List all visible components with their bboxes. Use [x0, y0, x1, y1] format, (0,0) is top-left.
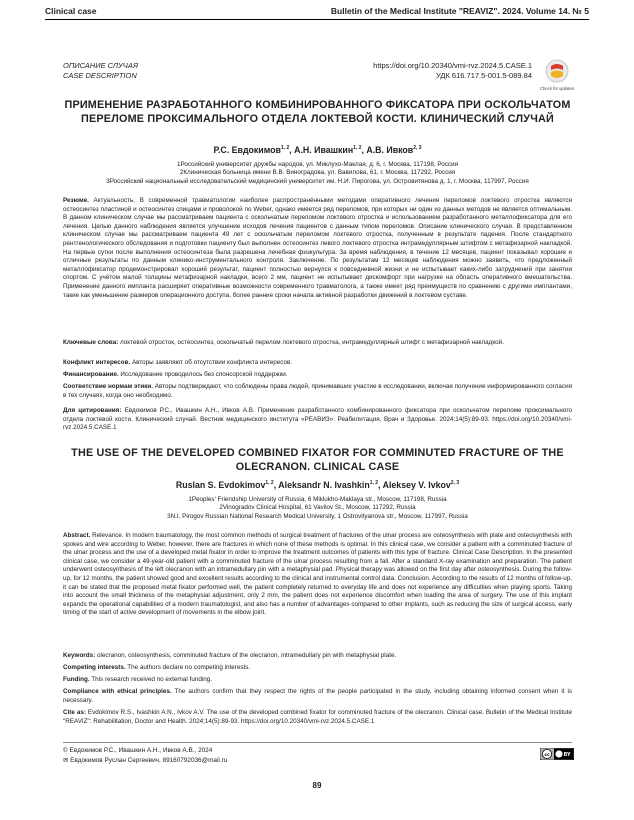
cite-en-text: Evdokimov R.S., Ivashkin A.N., Ivkov A.V. The use of the developed combined fixator for comminuted fracture of the olecranon. Clinical case. Bulletin of the Medical Institute "REAVIZ": Rehabilitation, Doctor and Health. 2024;14(5):89-93. https://doi.org/10.20340/vmi-rvz.2024.5.CASE.1 — [63, 709, 572, 725]
ethics-ru — [63, 383, 572, 400]
keywords-ru-text: локтевой отросток, остеосинтез, оскольчатый перелом локтевого отростка, интрамедуллярный штифт с метафизарной накладкой. — [120, 339, 504, 346]
abstract-en — [63, 532, 572, 618]
corresponding-author: ✉ Евдокимов Руслан Сергеевич, 89160792036@mail.ru — [63, 757, 228, 764]
journal-label: Bulletin of the Medical Institute "REAVIZ". 2024. Volume 14. № 5 — [330, 6, 589, 16]
author-en-1: Ruslan S. Evdokimov$^{1, 2}$ — [175, 480, 274, 490]
cite-ru — [63, 407, 572, 433]
funding-en — [63, 676, 572, 685]
abstract-en-text: Relevance. In modern traumatology, the most common methods of surgical treatment of fractures of the ulnar process are osteosynthesis with plate and osteosynthesis with spokes and wire according to Weber, however, there are fractures in which none of these methods is optimal. In this clinical case, we consider a patient with a comminuted fracture of the ulnar process and the use of a developed metal fixator in order to improve the treatment outcomes of patients with this type of fracture. Clinical Case Description. In the presented clinical case, we consider a 49-year-old patient with a comminuted fracture of the ulnar process resulting from a fall. After a standard X-ray examination and preparation. The patient underwent osteosynthesis of the left olecranon with an intramedullary pin with a metaphysial pad. Physical therapy was allowed on the first day after osteosynthesis. During the follow-up, for 12 months, the patient showed good and excellent results according to the clinical and instrumental control data. Conclusion. According to the results of 12 months of follow-up, it can be stated that the proposed metal fixator performed well, the patient completely returned to everyday life and does not experience any difficulties when playing sports. Taking into account the small thickness of the metaphysial adjustment, only 2 mm, the patient does not experience discomfort when loading the area of surgery. The use of this implant expands the operational capabilities of a modern traumatologist, and also has a number of advantages compared to other implants, such as reducing the size of surgical access, early timing of the start of active development of movements in the elbow joint. — [63, 532, 572, 617]
author-ru-3: А.В. Ивков$^{2, 3}$ — [366, 145, 422, 155]
copyright: © Евдокимов Р.С., Ивашкин А.Н., Ивков А.В., 2024 — [63, 747, 213, 754]
abstract-ru — [63, 197, 572, 300]
cite-ru-text: Евдокимов Р.С., Ивашкин А.Н., Ивков А.В. Применение разработанного комбинированного фиксатора при оскольчатом переломе проксимального отдела локтевой кости. Клинический случай. Вестник медицинского института «РЕАВИЗ»: Реабилитация, Врач и Здоровье. 2024;14(5):89-93. https://doi.org/10.20340/vmi-rvz.2024.5.CASE.1 — [63, 407, 572, 432]
cc-by-license-icon[interactable] — [540, 748, 574, 760]
affiliation-en-1: 1Peoples' Friendship University of Russia, 6 Miklukho-Maklaya str., Moscow, 117198, Russia — [188, 496, 447, 503]
category-ru: ОПИСАНИЕ СЛУЧАЯ — [63, 61, 138, 70]
cite-en — [63, 709, 572, 726]
header-rule — [45, 19, 589, 20]
footer-rule — [63, 742, 572, 743]
ethics-ru-text: Авторы подтверждают, что соблюдены права людей, принимавших участие в исследовании, включая получение информированного согласия в тех случаях, когда оно необходимо. — [63, 383, 573, 399]
conflict-ru — [63, 359, 572, 368]
ethics-ru-label: Соответствие нормам этики. — [63, 383, 153, 390]
doi-link[interactable]: https://doi.org/10.20340/vmi-rvz.2024.5.CASE.1 — [373, 61, 532, 70]
keywords-en — [63, 652, 572, 661]
affiliation-ru-1: 1Российский университет дружбы народов, ул. Миклухо-Маклая, д. 6, г. Москва, 117198, Россия — [176, 161, 459, 168]
author-en-3: Aleksey V. Ivkov$^{2, 3}$ — [382, 480, 460, 490]
funding-ru-label: Финансирование. — [63, 371, 119, 378]
conflict-en — [63, 664, 572, 673]
authors-ru: Р.С. Евдокимов$^{1, 2}$, А.Н. Ивашкин$^{1, 2}$, А.В. Ивков$^{2, 3}$ — [213, 145, 422, 155]
ethics-en-label: Compliance with ethical principles. — [63, 688, 172, 695]
page-number: 89 — [312, 781, 322, 790]
ethics-en-text: The authors confirm that they respect the rights of the people participated in the study, including obtaining informed consent when it is necessary. — [63, 688, 572, 704]
affiliation-en-3: 3N.I. Pirogov Russian National Research Medical University, 1 Ostrovityanova str., Moscow, 117997, Russia — [167, 512, 468, 520]
cite-en-label: Cite as: — [63, 709, 86, 716]
keywords-ru — [63, 339, 572, 348]
section-label: Clinical case — [45, 6, 97, 16]
title-ru: ПРИМЕНЕНИЕ РАЗРАБОТАННОГО КОМБИНИРОВАННОГО ФИКСАТОРА ПРИ ОСКОЛЬЧАТОМ ПЕРЕЛОМЕ ПРОКСИМАЛЬНОГО ОТДЕЛА ЛОКТЕВОЙ КОСТИ. КЛИНИЧЕСКИЙ СЛУЧАЙ — [64, 99, 571, 125]
affiliation-ru-3: 3Российский национальный исследовательский медицинский университет им. Н.И. Пирогова, ул. Островитянова д. 1, г. Москва, 117997, Россия — [106, 177, 529, 185]
author-ru-1: Р.С. Евдокимов$^{1, 2}$ — [213, 145, 290, 155]
ethics-en — [63, 688, 572, 705]
svg-text:cc: cc — [544, 752, 550, 758]
check-for-updates-label: Check for updates — [540, 86, 574, 91]
udk-code: УДК 616.717.5-001.5-089.84 — [435, 70, 532, 80]
abstract-en-label: Abstract. — [63, 532, 91, 539]
funding-en-text: This research received no external funding. — [91, 676, 212, 683]
cite-ru-label: Для цитирования: — [63, 407, 122, 414]
authors-en: Ruslan S. Evdokimov$^{1, 2}$, Aleksandr N. Ivashkin$^{1, 2}$, Aleksey V. Ivkov$^{2, 3}$ — [175, 480, 460, 490]
title-en: THE USE OF THE DEVELOPED COMBINED FIXATOR FOR COMMINUTED FRACTURE OF THE OLECRANON. CLINICAL CASE — [71, 447, 564, 473]
affiliation-en-2: 2Vinogradov Clinical Hospital, 61 Vavilov St., Moscow, 117292, Russia — [219, 504, 416, 512]
keywords-ru-label: Ключевые слова: — [63, 339, 119, 346]
category-en: CASE DESCRIPTION — [63, 70, 137, 80]
funding-ru-text: Исследование проводилось без спонсорской поддержки. — [120, 371, 288, 378]
doi-block — [373, 61, 532, 80]
conflict-ru-text: Авторы заявляют об отсутствии конфликта интересов. — [131, 359, 293, 366]
author-ru-2: А.Н. Ивашкин$^{1, 2}$ — [294, 145, 362, 155]
svg-text:BY: BY — [563, 753, 571, 758]
keywords-en-label: Keywords: — [63, 652, 96, 659]
running-header — [0, 0, 634, 22]
conflict-en-label: Competing interests. — [63, 664, 126, 671]
funding-ru — [63, 371, 572, 380]
keywords-en-text: olecranon, osteosynthesis, comminuted fracture of the olecranon, intramedullary pin with metaphysial plate. — [96, 652, 397, 659]
article-category — [63, 61, 138, 80]
conflict-ru-label: Конфликт интересов. — [63, 359, 131, 366]
funding-en-label: Funding. — [63, 676, 90, 683]
abstract-ru-label: Резюме. — [63, 197, 89, 204]
affiliation-ru-2: 2Клиническая больница имени В.В. Виноградова, ул. Вавилова, 61, г. Москва, 117292, Россия — [179, 169, 456, 177]
affiliations-en — [63, 496, 572, 521]
affiliations-ru — [63, 161, 572, 186]
check-for-updates-icon[interactable] — [540, 56, 574, 90]
abstract-ru-text: Актуальность. В современной травматологии наиболее распространёнными методами оперативного лечения переломов локтевого отростка являются остеосинтез пластиной и остеосинтез спицами и проволокой по Weber, однако имеется ряд переломов, при которых ни один из данных методов не является оптимальным. В данном клиническом случае мы рассматриваем пациента с оскольчатым переломом локтевого отростка и использованием разработанного металлофиксатора для его лечения. Целью данного наблюдения является улучшение исходов лечения пациентов с данным типом переломов. Описание клинического случая. В представленном клиническом случае мы рассматриваем пациента 49 лет с оскольчатым переломом локтевого отростка, полученным в результате падения. После стандартного рентгенологического обследования и подготовки пациенту был выполнен остеосинтез левого локтевого отростка интрамедуллярным штифтом с метафизарной накладкой. На первые сутки после выполнения остеосинтеза была разрешена лечебная физкультура. За время наблюдения, в течение 12 месяцев, пациент показывал хорошие и отличные результаты по данным клинико-инструментального контроля. Заключение. По результатам 12 месяцев наблюдения можно заявить, что предложенный металлофиксатор продемонстрировал хороший результат, пациент полностью вернулся к повседневной жизни и не испытывает каких-либо затруднений при занятии спортом. С учётом малой толщины метафизарной накладки, всего 2 мм, пациент не испытывает дискомфорт при нагрузке на область оперативного вмешательства. Применение данного импланта расширяет оперативные возможности современного травматолога, а также имеет ряд преимуществ по сравнению с другими имплантами, такие как уменьшение размеров операционного доступа, более ранние сроки начала активной разработки движений в локтевом суставе. — [63, 197, 573, 299]
conflict-en-text: The authors declare no competing interests. — [127, 664, 251, 671]
author-en-2: Aleksandr N. Ivashkin$^{1, 2}$ — [278, 480, 379, 490]
